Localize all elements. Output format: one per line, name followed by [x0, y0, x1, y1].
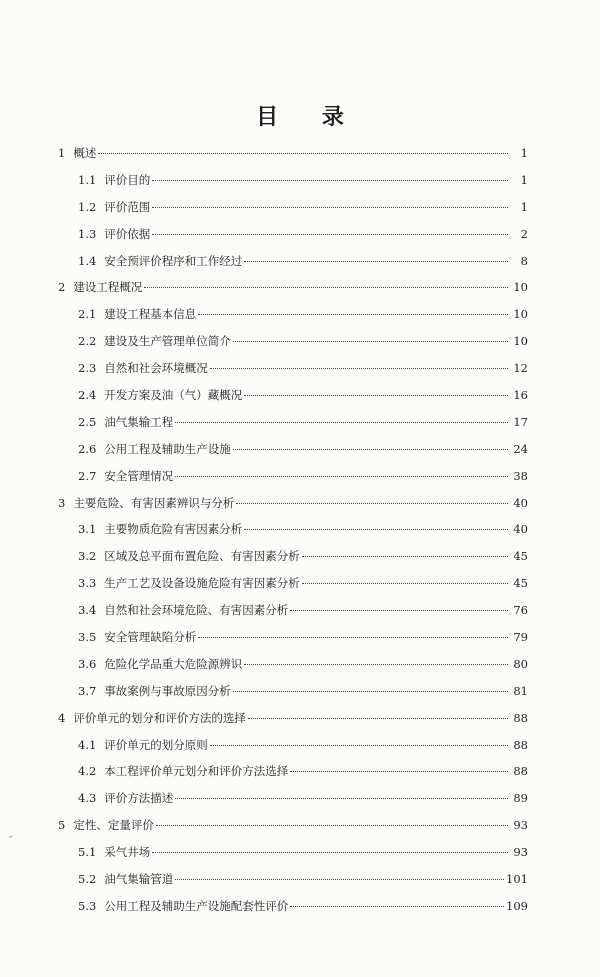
toc-entry-label: 自然和社会环境危险、有害因素分析 — [104, 603, 289, 618]
toc-section-entry — [58, 597, 528, 624]
toc-entry-page-number: 80 — [513, 656, 528, 671]
toc-section-entry — [58, 866, 528, 893]
toc-entry-number: 4.2 — [78, 764, 97, 779]
toc-section-entry — [58, 624, 528, 651]
toc-section-entry — [58, 732, 528, 759]
toc-entry-page-number: 1 — [520, 146, 528, 160]
dot-leader — [244, 395, 508, 396]
toc-entry-number: 2.4 — [78, 388, 97, 403]
dot-leader — [175, 476, 508, 477]
toc-section-entry — [58, 409, 528, 436]
toc-section-entry — [58, 355, 528, 382]
toc-entry-label: 危险化学品重大危险源辨识 — [104, 656, 243, 671]
toc-entry-label: 建设及生产管理单位简介 — [104, 334, 231, 349]
toc-entry-label: 评价范围 — [104, 199, 151, 214]
dot-leader — [175, 422, 508, 423]
toc-entry-number: 4 — [58, 710, 66, 725]
dot-leader — [290, 906, 504, 907]
dot-leader — [302, 583, 508, 584]
toc-chapter-entry — [58, 705, 528, 732]
dot-leader — [152, 852, 508, 853]
toc-entry-number: 3.7 — [78, 683, 97, 698]
toc-entry-page-number: 38 — [513, 468, 528, 483]
toc-section-entry — [58, 463, 528, 490]
toc-entry-page-number: 1 — [520, 172, 528, 187]
dot-leader — [244, 664, 508, 665]
toc-entry-page-number: 10 — [513, 334, 528, 349]
table-of-contents — [58, 140, 528, 920]
toc-entry-number: 2.7 — [78, 468, 97, 483]
toc-entry-page-number: 88 — [513, 737, 528, 752]
dot-leader — [175, 879, 504, 880]
toc-entry-number: 1.4 — [78, 253, 97, 268]
dot-leader — [290, 771, 508, 772]
dot-leader — [236, 503, 508, 504]
dot-leader — [98, 153, 508, 154]
toc-entry-label: 建设工程基本信息 — [104, 307, 197, 322]
toc-section-entry — [58, 893, 528, 920]
toc-entry-label: 评价方法描述 — [104, 791, 174, 806]
toc-entry-page-number: 88 — [513, 710, 528, 725]
toc-entry-page-number: 93 — [513, 845, 528, 860]
toc-entry-page-number: 2 — [520, 226, 528, 241]
toc-entry-label: 安全预评价程序和工作经过 — [104, 253, 243, 268]
toc-entry-label: 公用工程及辅助生产设施 — [104, 441, 231, 456]
dot-leader — [144, 287, 508, 288]
toc-entry-label: 主要物质危险有害因素分析 — [104, 522, 243, 537]
toc-entry-page-number: 40 — [513, 522, 528, 537]
toc-entry-label: 开发方案及油（气）藏概况 — [104, 388, 243, 403]
dot-leader — [198, 637, 508, 638]
toc-entry-label: 评价单元的划分原则 — [104, 737, 208, 752]
toc-entry-label: 采气井场 — [104, 845, 151, 860]
toc-entry-number: 5.2 — [78, 872, 97, 887]
toc-entry-number: 3.5 — [78, 630, 97, 645]
toc-entry-number: 5.1 — [78, 845, 97, 860]
dot-leader — [156, 825, 508, 826]
toc-entry-number: 2.3 — [78, 361, 97, 376]
toc-entry-number: 3 — [58, 495, 66, 510]
toc-entry-label: 评价依据 — [104, 226, 151, 241]
dot-leader — [248, 718, 508, 719]
toc-section-entry — [58, 328, 528, 355]
dot-leader — [244, 261, 508, 262]
toc-entry-page-number: 79 — [513, 630, 528, 645]
toc-entry-number: 1.1 — [78, 172, 97, 187]
toc-entry-label: 区域及总平面布置危险、有害因素分析 — [104, 549, 300, 564]
toc-entry-page-number: 45 — [513, 576, 528, 591]
toc-entry-label: 建设工程概况 — [73, 280, 143, 295]
toc-section-entry — [58, 167, 528, 194]
toc-section-entry — [58, 678, 528, 705]
toc-section-entry — [58, 651, 528, 678]
toc-entry-label: 事故案例与事故原因分析 — [104, 683, 231, 698]
toc-entry-label: 生产工艺及设备设施危险有害因素分析 — [104, 576, 300, 591]
toc-chapter-entry — [58, 490, 528, 517]
toc-entry-page-number: 76 — [513, 603, 528, 618]
dot-leader — [152, 180, 508, 181]
toc-section-entry — [58, 785, 528, 812]
toc-entry-page-number: 17 — [513, 414, 528, 429]
dot-leader — [233, 449, 508, 450]
toc-entry-page-number: 88 — [513, 764, 528, 779]
toc-entry-page-number: 81 — [513, 683, 528, 698]
toc-section-entry — [58, 301, 528, 328]
toc-entry-page-number: 10 — [513, 307, 528, 322]
dot-leader — [233, 341, 508, 342]
toc-entry-label: 安全管理情况 — [104, 468, 174, 483]
toc-entry-number: 3.1 — [78, 522, 97, 537]
toc-entry-number: 2.5 — [78, 414, 97, 429]
toc-entry-page-number: 45 — [513, 549, 528, 564]
toc-entry-label: 主要危险、有害因素辨识与分析 — [73, 495, 235, 510]
toc-entry-page-number: 10 — [513, 280, 528, 295]
toc-section-entry — [58, 839, 528, 866]
toc-entry-page-number: 24 — [513, 441, 528, 456]
dot-leader — [210, 368, 508, 369]
toc-section-entry — [58, 194, 528, 221]
toc-chapter-entry — [58, 274, 528, 301]
toc-entry-number: 4.3 — [78, 791, 97, 806]
toc-entry-label: 本工程评价单元划分和评价方法选择 — [104, 764, 289, 779]
toc-chapter-entry — [58, 812, 528, 839]
toc-entry-number: 1.2 — [78, 199, 97, 214]
dot-leader — [233, 691, 508, 692]
toc-entry-label: 油气集输工程 — [104, 414, 174, 429]
toc-entry-number: 1 — [58, 146, 66, 160]
dot-leader — [152, 207, 508, 208]
toc-entry-page-number: 89 — [513, 791, 528, 806]
toc-entry-number: 5.3 — [78, 898, 97, 913]
toc-section-entry — [58, 221, 528, 248]
toc-chapter-entry — [58, 140, 528, 167]
toc-entry-number: 5 — [58, 818, 66, 833]
toc-entry-label: 油气集输管道 — [104, 872, 174, 887]
toc-section-entry — [58, 382, 528, 409]
toc-entry-page-number: 109 — [506, 898, 528, 913]
toc-entry-label: 概述 — [73, 146, 97, 160]
toc-entry-number: 2 — [58, 280, 66, 295]
toc-entry-page-number: 93 — [513, 818, 528, 833]
toc-entry-page-number: 8 — [520, 253, 528, 268]
toc-entry-number: 2.1 — [78, 307, 97, 322]
dot-leader — [198, 314, 508, 315]
toc-section-entry — [58, 248, 528, 275]
toc-entry-number: 4.1 — [78, 737, 97, 752]
toc-section-entry — [58, 758, 528, 785]
dot-leader — [175, 798, 508, 799]
toc-entry-number: 1.3 — [78, 226, 97, 241]
toc-entry-page-number: 101 — [506, 872, 528, 887]
toc-section-entry — [58, 570, 528, 597]
page-title: 目 录 — [256, 105, 362, 130]
toc-entry-label: 安全管理缺陷分析 — [104, 630, 197, 645]
toc-entry-number: 3.4 — [78, 603, 97, 618]
toc-entry-page-number: 12 — [513, 361, 528, 376]
toc-entry-label: 定性、定量评价 — [73, 818, 154, 833]
dot-leader — [290, 610, 508, 611]
toc-section-entry — [58, 543, 528, 570]
toc-entry-label: 自然和社会环境概况 — [104, 361, 208, 376]
toc-entry-number: 2.2 — [78, 334, 97, 349]
toc-entry-label: 评价单元的划分和评价方法的选择 — [73, 710, 246, 725]
toc-entry-number: 3.6 — [78, 656, 97, 671]
toc-entry-number: 3.2 — [78, 549, 97, 564]
toc-entry-page-number: 40 — [513, 495, 528, 510]
toc-entry-number: 2.6 — [78, 441, 97, 456]
toc-section-entry — [58, 516, 528, 543]
dot-leader — [210, 745, 508, 746]
toc-entry-page-number: 16 — [513, 388, 528, 403]
dot-leader — [302, 556, 508, 557]
toc-entry-number: 3.3 — [78, 576, 97, 591]
toc-entry-label: 公用工程及辅助生产设施配套性评价 — [104, 898, 289, 913]
toc-entry-page-number: 1 — [520, 199, 528, 214]
toc-section-entry — [58, 436, 528, 463]
dot-leader — [152, 234, 508, 235]
dot-leader — [244, 529, 508, 530]
toc-entry-label: 评价目的 — [104, 172, 151, 187]
